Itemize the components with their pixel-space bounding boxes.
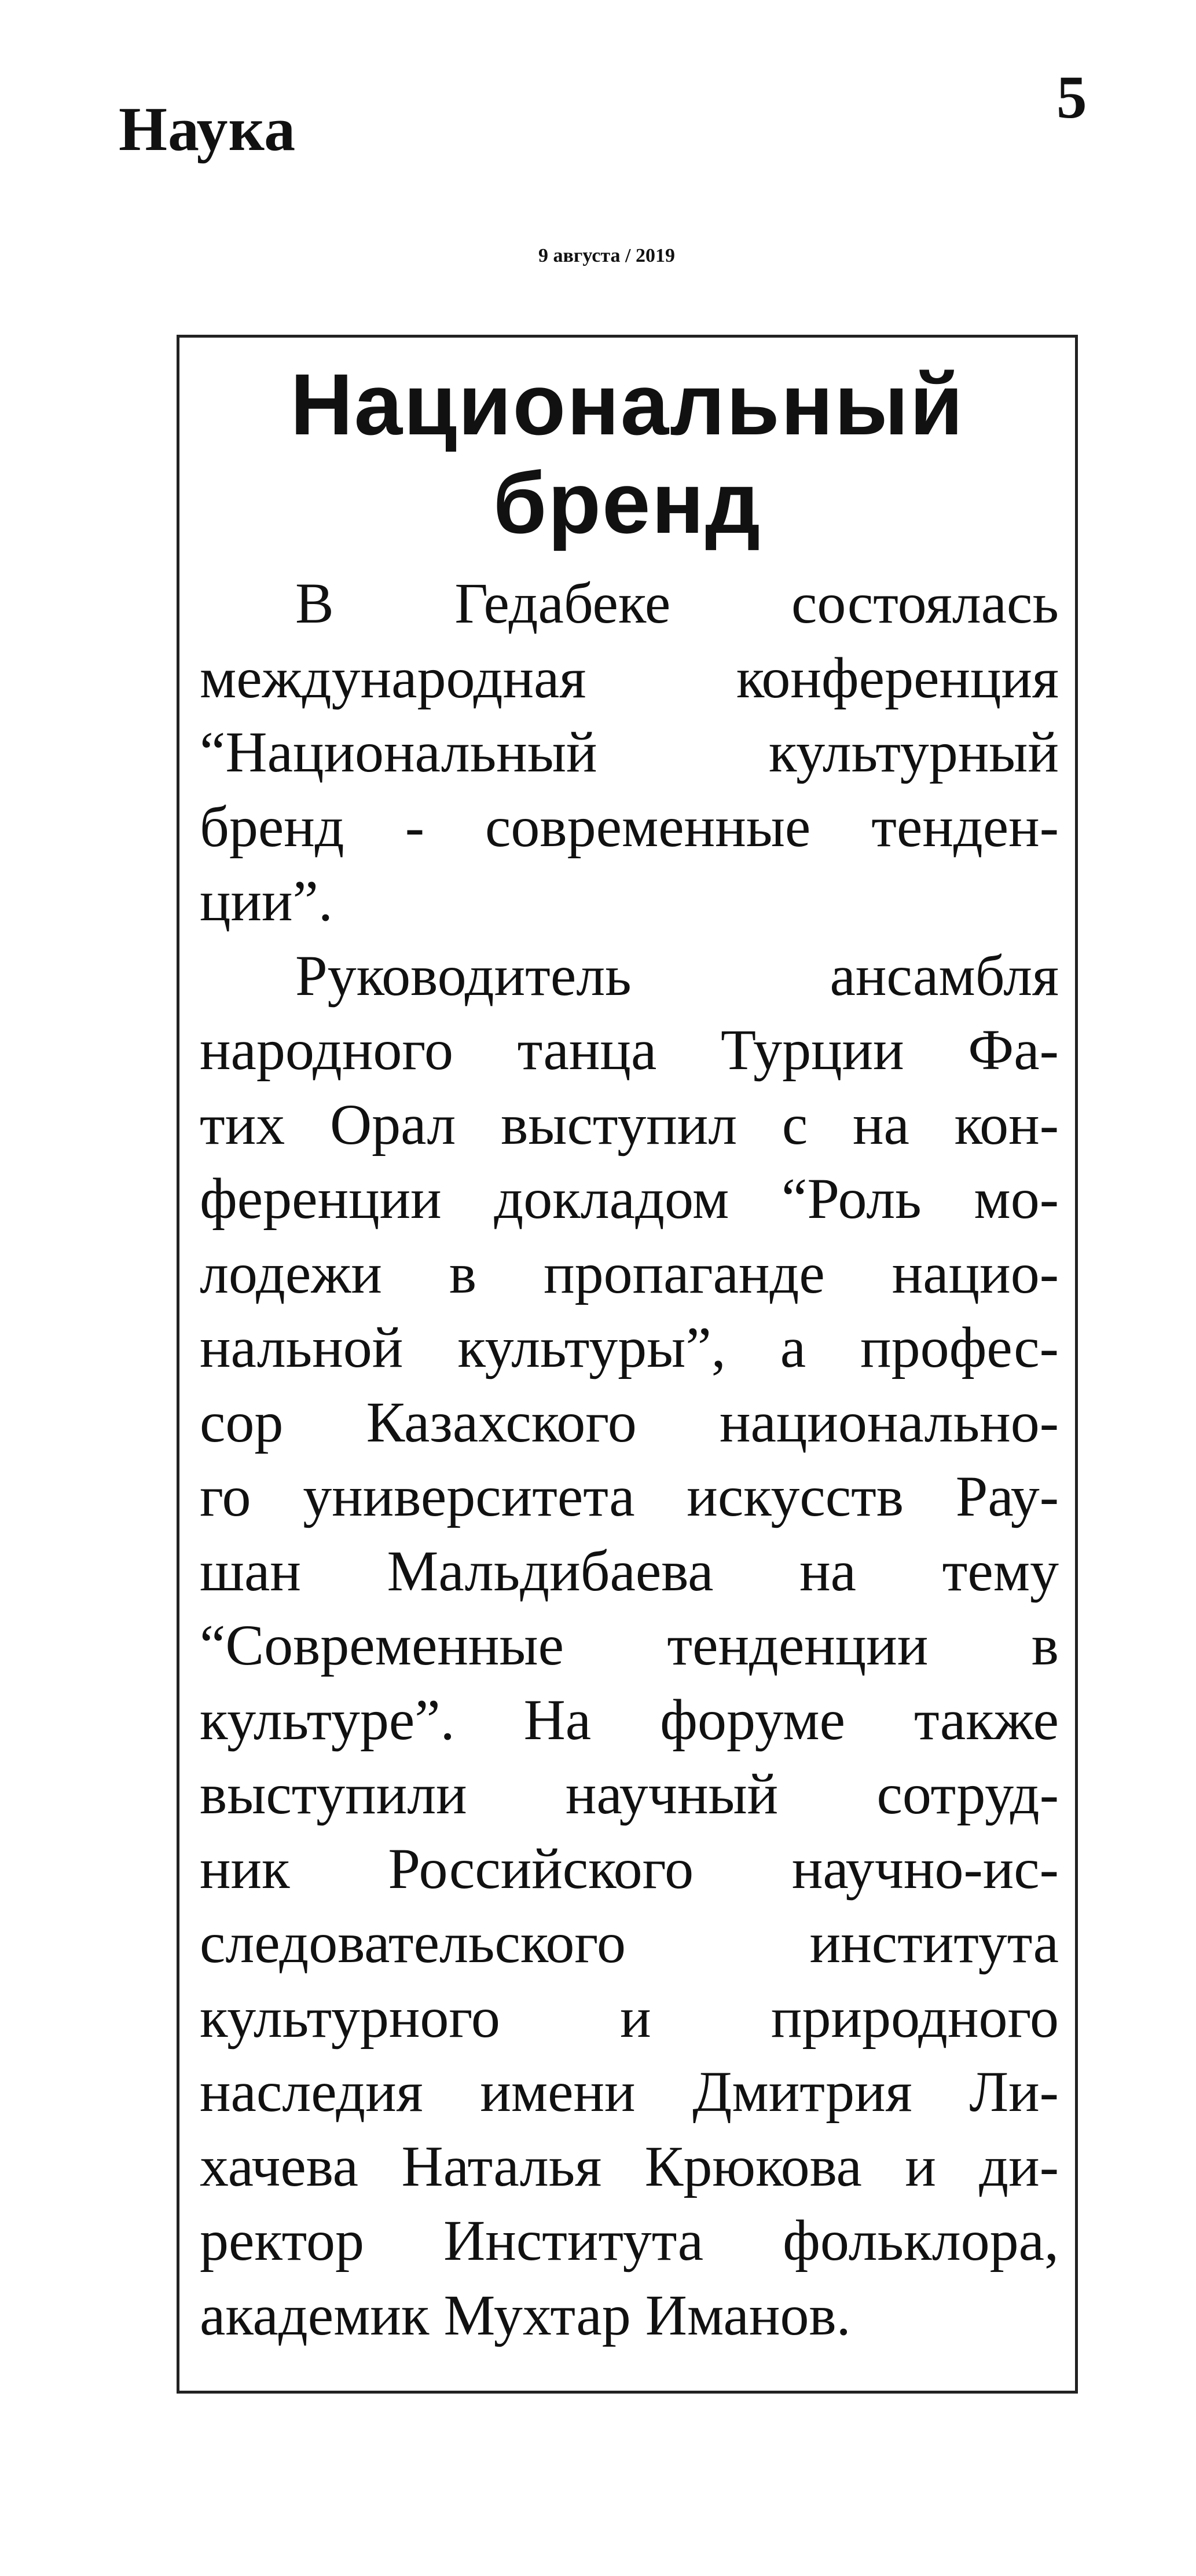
- text-line: хачева Наталья Крюкова и ди-: [200, 2134, 1059, 2198]
- text-line: культурного и природного: [200, 1985, 1059, 2050]
- text-line: “Национальный культурный: [200, 720, 1059, 784]
- article-headline: [179, 355, 1075, 552]
- text-line: народного танца Турции Фа-: [200, 1018, 1059, 1082]
- text-line: шан Мальдибаева на тему: [200, 1538, 1059, 1603]
- text-line: сор Казахского национально-: [200, 1389, 1059, 1454]
- text-line: международная конференция: [200, 645, 1059, 710]
- article-body: [200, 566, 1059, 2352]
- section-title: Наука: [119, 95, 296, 164]
- article-paragraph: [200, 939, 1059, 2353]
- text-line: бренд - современные тенден-: [200, 794, 1059, 859]
- text-line: следовательского института: [200, 1911, 1059, 1975]
- text-line: Руководитель ансамбля: [295, 943, 1059, 1008]
- article-paragraph: [200, 566, 1059, 939]
- article-box: [177, 335, 1078, 2394]
- text-line: тих Орал выступил с на кон-: [200, 1092, 1059, 1157]
- text-line: “Современные тенденции в: [200, 1613, 1059, 1677]
- text-line: выступили научный сотруд-: [200, 1762, 1059, 1826]
- text-line: ференции докладом “Роль мо-: [200, 1166, 1059, 1231]
- text-line: В Гедабеке состоялась: [295, 571, 1059, 635]
- text-line: нальной культуры”, а профес-: [200, 1315, 1059, 1380]
- headline-line: бренд: [493, 454, 762, 551]
- page-number: 5: [1056, 63, 1087, 131]
- text-line: культуре”. На форуме также: [200, 1687, 1059, 1752]
- text-line: ректор Института фольклора,: [200, 2208, 1059, 2273]
- text-line: ник Российского научно-ис-: [200, 1836, 1059, 1901]
- text-line: наследия имени Дмитрия Ли-: [200, 2059, 1059, 2124]
- text-line: го университета искусств Рау-: [200, 1464, 1059, 1528]
- issue-date: 9 августа / 2019: [538, 245, 675, 266]
- text-line: ции”.: [200, 869, 333, 933]
- text-line: академик Мухтар Иманов.: [200, 2282, 851, 2347]
- text-line: лодежи в пропаганде нацио-: [200, 1241, 1059, 1305]
- headline-line: Национальный: [290, 356, 964, 453]
